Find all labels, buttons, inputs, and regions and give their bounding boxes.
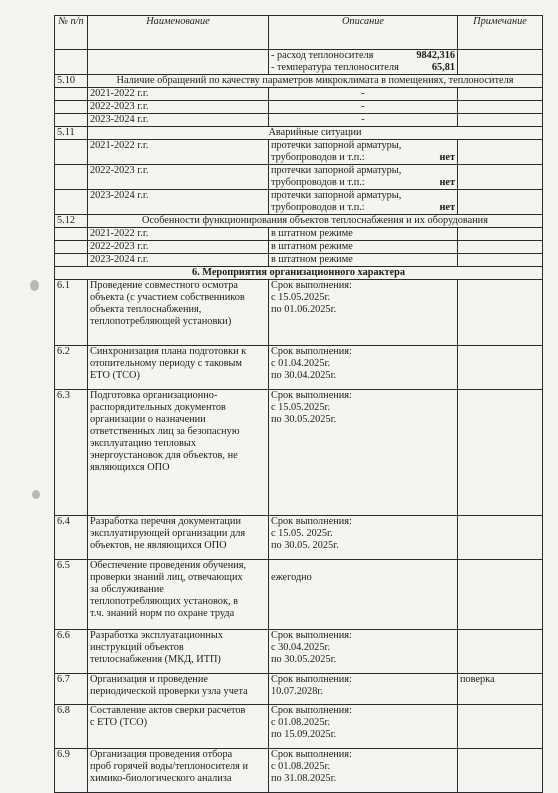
section-row: 5.11 Аварийные ситуации <box>55 127 543 140</box>
measure-name: Разработка эксплуатационных инструкций объектов теплоснабжения (МКД, ИТП) <box>88 630 269 674</box>
measure-row <box>55 630 543 674</box>
measure-name: Организация и проведение периодической проверки узла учета <box>88 674 269 705</box>
measure-row <box>55 560 543 630</box>
measure-deadline: Срок выполнения: с 15.05. 2025г. по 30.05. 2025г. <box>269 516 458 560</box>
measure-number: 6.1 <box>55 280 88 346</box>
table-row: 2021-2022 г.г. в штатном режиме <box>55 228 543 241</box>
measure-note: поверка <box>458 674 543 705</box>
measure-note <box>458 560 543 630</box>
measure-deadline: Срок выполнения: с 01.08.2025г. по 31.08.2025г. <box>269 749 458 793</box>
measure-deadline: Срок выполнения: с 01.08.2025г. по 15.09.2025г. <box>269 705 458 749</box>
section-row: 5.10 Наличие обращений по качеству параметров микроклимата в помещениях, теплоносителя <box>55 75 543 88</box>
header-num: № п/п <box>55 16 88 50</box>
table-row: 2022-2023 г.г. протечки запорной арматуры, трубопроводов и т.п.: нет <box>55 165 543 190</box>
measure-note <box>458 749 543 793</box>
measure-number: 6.9 <box>55 749 88 793</box>
measure-note <box>458 346 543 390</box>
section-title: Особенности функционирования объектов теплоснабжения и их оборудования <box>88 215 543 228</box>
measure-row <box>55 390 543 516</box>
section-title: Аварийные ситуации <box>88 127 543 140</box>
table-header-row <box>55 16 543 50</box>
measure-row <box>55 705 543 749</box>
table-row: 2023-2024 г.г. в штатном режиме <box>55 254 543 267</box>
flow-values: - расход теплоносителя 9842,316 - температура теплоносителя 65,81 <box>269 50 458 75</box>
header-desc: Описание <box>269 16 458 50</box>
measure-number: 6.4 <box>55 516 88 560</box>
table-row: 2021-2022 г.г. протечки запорной арматуры, трубопроводов и т.п.: нет <box>55 140 543 165</box>
measures-table <box>54 15 543 793</box>
measure-deadline: Срок выполнения: с 15.05.2025г. по 30.05.2025г. <box>269 390 458 516</box>
measure-note <box>458 280 543 346</box>
measure-name: Проведение совместного осмотра объекта (с участием собственников объекта теплоснабжения, теплопотребляющей установки) <box>88 280 269 346</box>
punch-mark <box>32 490 40 499</box>
table-row: 2021-2022 г.г. - <box>55 88 543 101</box>
measure-deadline: Срок выполнения: 10.07.2028г. <box>269 674 458 705</box>
header-note: Примечание <box>458 16 543 50</box>
measure-note <box>458 705 543 749</box>
table-row: 2022-2023 г.г. в штатном режиме <box>55 241 543 254</box>
measure-number: 6.3 <box>55 390 88 516</box>
measure-deadline: Срок выполнения: с 30.04.2025г. по 30.05.2025г. <box>269 630 458 674</box>
table-row: 2022-2023 г.г. - <box>55 101 543 114</box>
measure-row <box>55 749 543 793</box>
measure-number: 6.5 <box>55 560 88 630</box>
table-row: 2023-2024 г.г. протечки запорной арматуры, трубопроводов и т.п.: нет <box>55 190 543 215</box>
table-row <box>55 50 543 75</box>
section-6-items <box>55 280 543 793</box>
measure-name: Обеспечение проведения обучения, проверки знаний лиц, отвечающих за обслуживание теплопотребляющих установок, в т.ч. знаний норм по охране труда <box>88 560 269 630</box>
section-6-title: 6. Мероприятия организационного характера <box>55 267 543 280</box>
measure-number: 6.6 <box>55 630 88 674</box>
measure-row <box>55 516 543 560</box>
section-row: 5.12 Особенности функционирования объектов теплоснабжения и их оборудования <box>55 215 543 228</box>
measure-row <box>55 346 543 390</box>
section-6-heading-row <box>55 267 543 280</box>
measure-name: Разработка перечня документации эксплуатирующей организации для объектов, не являющихся ОПО <box>88 516 269 560</box>
measure-note <box>458 390 543 516</box>
punch-mark <box>30 280 39 291</box>
measure-deadline: Срок выполнения: с 01.04.2025г. по 30.04.2025г. <box>269 346 458 390</box>
measure-deadline: Срок выполнения: с 15.05.2025г. по 01.06.2025г. <box>269 280 458 346</box>
measure-row <box>55 280 543 346</box>
measure-number: 6.8 <box>55 705 88 749</box>
measure-number: 6.7 <box>55 674 88 705</box>
measure-note <box>458 516 543 560</box>
header-name: Наименование <box>88 16 269 50</box>
measure-name: Синхронизация плана подготовки к отопительному периоду с таковым ЕТО (ТСО) <box>88 346 269 390</box>
measure-number: 6.2 <box>55 346 88 390</box>
measure-note <box>458 630 543 674</box>
measure-name: Составление актов сверки расчетов с ЕТО (ТСО) <box>88 705 269 749</box>
measure-name: Организация проведения отбора проб горячей воды/теплоносителя и химико-биологического анализа <box>88 749 269 793</box>
measure-row <box>55 674 543 705</box>
table-row: 2023-2024 г.г. - <box>55 114 543 127</box>
measure-deadline: ежегодно <box>269 560 458 630</box>
section-title: Наличие обращений по качеству параметров микроклимата в помещениях, теплоносителя <box>88 75 543 88</box>
measure-name: Подготовка организационно- распорядительных документов организации о назначении ответственных лиц за безопасную эксплуатацию тепловых энергоустановок для объектов, не являющихся ОПО <box>88 390 269 516</box>
